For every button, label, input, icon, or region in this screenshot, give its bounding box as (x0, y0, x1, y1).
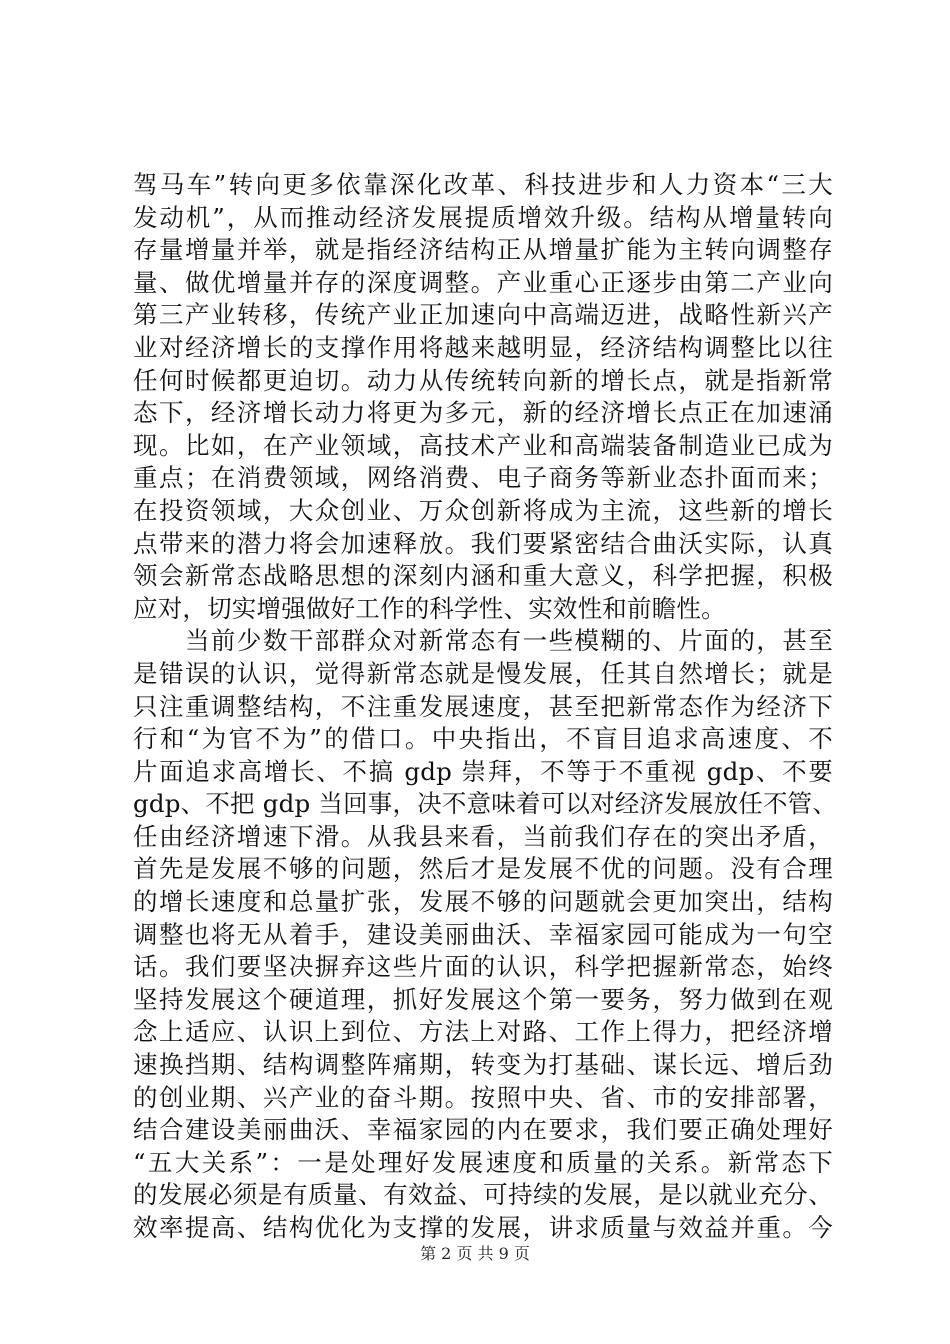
body-text (133, 169, 838, 1245)
text-line: 行和“为官不为”的借口。中央指出，不盲目追求高速度、不 (133, 724, 833, 754)
text-line: 重点；在消费领域，网络消费、电子商务等新业态扑面而来； (133, 463, 833, 493)
text-line: 发动机”，从而推动经济发展提质增效升级。结构从增量转向 (133, 202, 833, 232)
text-line: 坚持发展这个硬道理，抓好发展这个第一要务，努力做到在观 (133, 984, 833, 1014)
page-number-footer: 第 2 页 共 9 页 (420, 1244, 530, 1263)
text-line: 第三产业转移，传统产业正加速向中高端迈进，战略性新兴产 (133, 300, 833, 330)
text-line-paragraph-start: 当前少数干部群众对新常态有一些模糊的、片面的，甚至 (133, 626, 833, 656)
text-line: “五大关系”：一是处理好发展速度和质量的关系。新常态下 (133, 1147, 833, 1177)
text-line: 任何时候都更迫切。动力从传统转向新的增长点，就是指新常 (133, 365, 833, 395)
text-line-paragraph-end: 应对，切实增强做好工作的科学性、实效性和前瞻性。 (133, 593, 726, 623)
text-line: 首先是发展不够的问题，然后才是发展不优的问题。没有合理 (133, 854, 833, 884)
text-line: 的创业期、兴产业的奋斗期。按照中央、省、市的安排部署， (133, 1082, 833, 1112)
text-line: 在投资领域，大众创业、万众创新将成为主流，这些新的增长 (133, 495, 833, 525)
text-line: 的增长速度和总量扩张，发展不够的问题就会更加突出，结构 (133, 887, 833, 917)
text-line: 片面追求高增长、不搞 gdp 崇拜，不等于不重视 gdp、不要 (133, 756, 833, 786)
text-line: 效率提高、结构优化为支撑的发展，讲求质量与效益并重。今 (133, 1213, 833, 1242)
text-line: 存量增量并举，就是指经济结构正从增量扩能为主转向调整存 (133, 235, 833, 265)
text-line: gdp、不把 gdp 当回事，决不意味着可以对经济发展放任不管、 (133, 789, 838, 819)
text-line: 态下，经济增长动力将更为多元，新的经济增长点正在加速涌 (133, 398, 833, 428)
text-line: 念上适应、认识上到位、方法上对路、工作上得力，把经济增 (133, 1017, 833, 1047)
text-line: 驾马车”转向更多依靠深化改革、科技进步和人力资本“三大 (133, 170, 833, 199)
text-line: 现。比如，在产业领域，高技术产业和高端装备制造业已成为 (133, 430, 833, 460)
text-line: 是错误的认识，觉得新常态就是慢发展，任其自然增长；就是 (133, 658, 833, 688)
text-line: 量、做优增量并存的深度调整。产业重心正逐步由第二产业向 (133, 267, 833, 297)
text-line: 只注重调整结构，不注重发展速度，甚至把新常态作为经济下 (133, 691, 833, 721)
text-line: 业对经济增长的支撑作用将越来越明显，经济结构调整比以往 (133, 332, 833, 362)
text-line: 任由经济增速下滑。从我县来看，当前我们存在的突出矛盾， (133, 821, 833, 851)
text-line: 调整也将无从着手，建设美丽曲沃、幸福家园可能成为一句空 (133, 919, 833, 949)
text-line: 速换挡期、结构调整阵痛期，转变为打基础、谋长远、增后劲 (133, 1050, 833, 1080)
text-line: 结合建设美丽曲沃、幸福家园的内在要求，我们要正确处理好 (133, 1115, 833, 1145)
text-line: 领会新常态战略思想的深刻内涵和重大意义，科学把握，积极 (133, 561, 833, 591)
text-line: 话。我们要坚决摒弃这些片面的认识，科学把握新常态，始终 (133, 952, 833, 982)
text-line: 的发展必须是有质量、有效益、可持续的发展，是以就业充分、 (133, 1180, 833, 1210)
text-line: 点带来的潜力将会加速释放。我们要紧密结合曲沃实际，认真 (133, 528, 833, 558)
